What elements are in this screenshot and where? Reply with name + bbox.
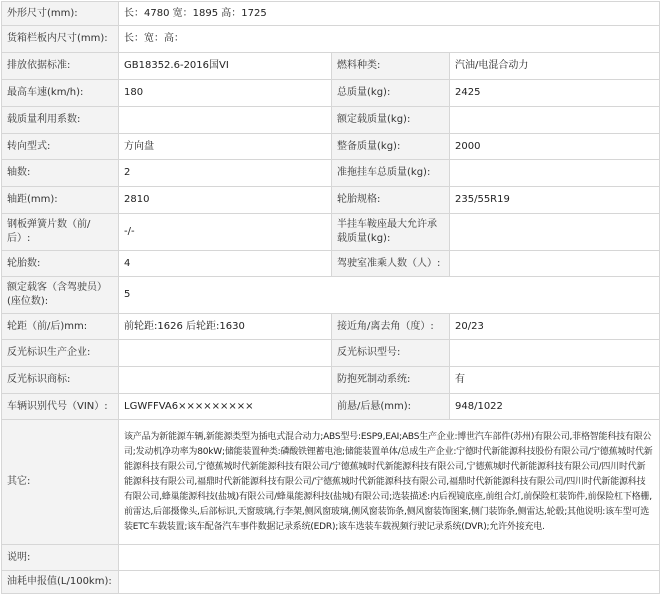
table-row <box>2 160 660 187</box>
tire-spec-value: 235/55R19 <box>450 187 660 214</box>
tire-count-value: 4 <box>119 251 332 277</box>
notes-label: 说明: <box>2 545 119 571</box>
table-row <box>2 420 660 545</box>
vin-value: LGWFFVA6××××××××× <box>119 394 332 420</box>
table-row <box>2 53 660 80</box>
track-width-label: 轮距（前/后)mm: <box>2 314 119 340</box>
wheelbase-value: 2810 <box>119 187 332 214</box>
table-row <box>2 2 660 26</box>
dimensions-label: 外形尺寸(mm): <box>2 2 119 26</box>
reflective-model-label: 反光标识型号: <box>332 340 450 367</box>
tire-spec-label: 轮胎规格: <box>332 187 450 214</box>
axle-count-label: 轴数: <box>2 160 119 187</box>
fuel-type-label: 燃料种类: <box>332 53 450 80</box>
dimensions-value: 长：4780 宽：1895 高：1725 <box>119 2 660 26</box>
approach-departure-angle-label: 接近角/离去角（度）: <box>332 314 450 340</box>
table-row <box>2 214 660 251</box>
table-row <box>2 340 660 367</box>
steering-type-value: 方向盘 <box>119 134 332 160</box>
cab-capacity-label: 驾驶室准乘人数（人）: <box>332 251 450 277</box>
tire-count-label: 轮胎数: <box>2 251 119 277</box>
rated-load-label: 额定载质量(kg): <box>332 107 450 134</box>
vehicle-spec-table <box>1 1 660 594</box>
track-width-value: 前轮距:1626 后轮距:1630 <box>119 314 332 340</box>
abs-value: 有 <box>450 367 660 394</box>
notes-value <box>119 545 660 571</box>
table-row <box>2 394 660 420</box>
saddle-load-label: 半挂车鞍座最大允许承载质量(kg): <box>332 214 450 251</box>
reflective-brand-label: 反光标识商标: <box>2 367 119 394</box>
table-row <box>2 134 660 160</box>
saddle-load-value <box>450 214 660 251</box>
table-row <box>2 277 660 314</box>
cargo-box-size-value: 长：宽：高： <box>119 26 660 53</box>
other-value: 该产品为新能源车辆,新能源类型为插电式混合动力;ABS型号:ESP9,EAI;ABS生产企业:博世汽车部件(苏州)有限公司,菲格智能科技有限公司;发动机净功率为80kW;储能装置种类:磷酸铁锂蓄电池;储能装置单体/总成生产企业:宁德时代新能源科技股份有限公司/宁德蕉城时代新能源科技有限公司,宁德蕉城时代新能源科技有限公司/宁德蕉城时代新能源科技有限公司,宁德蕉城时代新能源科技有限公司/四川时代新能源科技有限公司,福鼎时代新能源科技有限公司/宁德蕉城时代新能源科技有限公司,福鼎时代新能源科技有限公司/四川时代新能源科技有限公司,蜂巢能源科技(盐城)有限公司/蜂巢能源科技(盐城)有限公司;选装描述:内后视镜底座,前组合灯,前保险杠装饰件,前保险杠下格栅,前雷达,后部摄像头,后部标识,天窗玻璃,行李架,侧风窗玻璃,侧风窗装饰条,侧风窗装饰图案,侧门装饰条,侧雷达,轮毂;其他说明:该车型可选装ETC车载装置;该车配备汽车事件数据记录系统(EDR);该车选装车载视频行驶记录系统(DVR);允许外接充电. <box>119 420 660 545</box>
fuel-consumption-label: 油耗申报值(L/100km): <box>2 571 119 594</box>
table-row <box>2 26 660 53</box>
table-row <box>2 251 660 277</box>
leaf-spring-label: 钢板弹簧片数（前/后）: <box>2 214 119 251</box>
trailer-mass-value <box>450 160 660 187</box>
max-speed-value: 180 <box>119 80 332 107</box>
max-speed-label: 最高车速(km/h): <box>2 80 119 107</box>
leaf-spring-value: -/- <box>119 214 332 251</box>
axle-count-value: 2 <box>119 160 332 187</box>
table-row <box>2 571 660 594</box>
table-row <box>2 107 660 134</box>
table-row <box>2 80 660 107</box>
load-utilization-label: 载质量利用系数: <box>2 107 119 134</box>
reflective-maker-label: 反光标识生产企业: <box>2 340 119 367</box>
table-row <box>2 545 660 571</box>
overhang-value: 948/1022 <box>450 394 660 420</box>
other-label: 其它: <box>2 420 119 545</box>
rated-load-value <box>450 107 660 134</box>
table-row <box>2 187 660 214</box>
reflective-model-value <box>450 340 660 367</box>
reflective-maker-value <box>119 340 332 367</box>
vin-label: 车辆识别代号（VIN）: <box>2 394 119 420</box>
emission-standard-label: 排放依据标准: <box>2 53 119 80</box>
steering-type-label: 转向型式: <box>2 134 119 160</box>
wheelbase-label: 轴距(mm): <box>2 187 119 214</box>
table-row <box>2 314 660 340</box>
cab-capacity-value <box>450 251 660 277</box>
gross-mass-label: 总质量(kg): <box>332 80 450 107</box>
cargo-box-size-label: 货箱栏板内尺寸(mm): <box>2 26 119 53</box>
curb-weight-label: 整备质量(kg): <box>332 134 450 160</box>
overhang-label: 前悬/后悬(mm): <box>332 394 450 420</box>
fuel-type-value: 汽油/电混合动力 <box>450 53 660 80</box>
fuel-consumption-value <box>119 571 660 594</box>
emission-standard-value: GB18352.6-2016国VI <box>119 53 332 80</box>
load-utilization-value <box>119 107 332 134</box>
seat-capacity-value: 5 <box>119 277 660 314</box>
abs-label: 防抱死制动系统: <box>332 367 450 394</box>
table-row <box>2 367 660 394</box>
approach-departure-angle-value: 20/23 <box>450 314 660 340</box>
trailer-mass-label: 准拖挂车总质量(kg): <box>332 160 450 187</box>
gross-mass-value: 2425 <box>450 80 660 107</box>
seat-capacity-label: 额定载客（含驾驶员）(座位数): <box>2 277 119 314</box>
curb-weight-value: 2000 <box>450 134 660 160</box>
reflective-brand-value <box>119 367 332 394</box>
